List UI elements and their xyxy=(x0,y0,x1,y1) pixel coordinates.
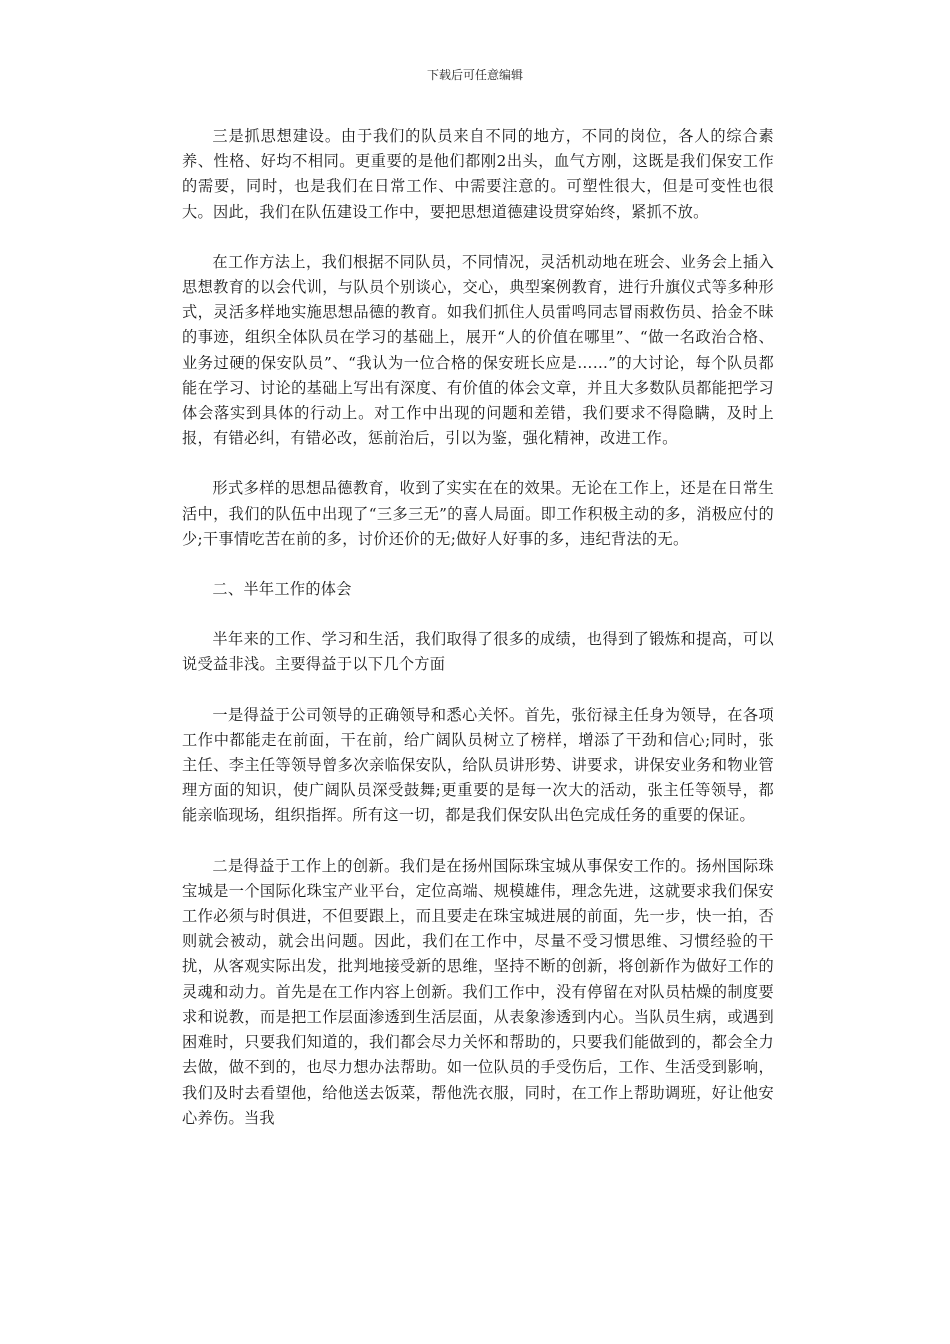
paragraph-education-results: 形式多样的思想品德教育，收到了实实在在的效果。无论在工作上，还是在日常生活中，我们的队伍中出现了“三多三无”的喜人局面。即工作积极主动的多，消极应付的少;干事情吃苦在前的多，讨价还价的无;做好人好事的多，违纪背法的无。 xyxy=(182,479,774,548)
paragraph-half-year-summary: 半年来的工作、学习和生活，我们取得了很多的成绩，也得到了锻炼和提高，可以说受益非浅。主要得益于以下几个方面 xyxy=(182,630,774,674)
section-heading: 二、半年工作的体会 xyxy=(212,580,352,599)
document-body xyxy=(182,124,774,1156)
page-header: 下载后可任意编辑 xyxy=(426,68,523,82)
paragraph-work-methods: 在工作方法上，我们根据不同队员，不同情况，灵活机动地在班会、业务会上插入思想教育的以会代训，与队员个别谈心，交心，典型案例教育，进行升旗仪式等多种形式，灵活多样地实施思想品德的教育。如我们抓住人员雷鸣同志冒雨救伤员、拾金不昧的事迹，组织全体队员在学习的基础上，展开“人的价值在哪里”、“做一名政治合格、业务过硬的保安队员”、“我认为一位合格的保安班长应是……”的大讨论，每个队员都能在学习、讨论的基础上写出有深度、有价值的体会文章，并且大多数队员都能把学习体会落实到具体的行动上。对工作中出现的问题和差错，我们要求不得隐瞒，及时上报，有错必纠，有错必改，惩前治后，引以为鉴，强化精神，改进工作。 xyxy=(182,252,774,448)
paragraph-leadership: 一是得益于公司领导的正确领导和悉心关怀。首先，张衍禄主任身为领导，在各项工作中都能走在前面，干在前，给广阔队员树立了榜样，增添了干劲和信心;同时，张主任、李主任等领导曾多次亲临保安队，给队员讲形势、讲要求，讲保安业务和物业管理方面的知识，使广阔队员深受鼓舞;更重要的是每一次大的活动，张主任等领导，都能亲临现场，组织指挥。所有这一切，都是我们保安队出色完成任务的重要的保证。 xyxy=(182,705,774,825)
paragraph-thought-building: 三是抓思想建设。由于我们的队员来自不同的地方，不同的岗位，各人的综合素养、性格、好均不相同。更重要的是他们都刚2出头，血气方刚，这既是我们保安工作的需要，同时，也是我们在日常工作、中需要注意的。可塑性很大，但是可变性也很大。因此，我们在队伍建设工作中，要把思想道德建设贯穿始终，紧抓不放。 xyxy=(182,127,774,221)
paragraph-innovation: 二是得益于工作上的创新。我们是在扬州国际珠宝城从事保安工作的。扬州国际珠宝城是一个国际化珠宝产业平台，定位高端、规模雄伟，理念先进，这就要求我们保安工作必须与时俱进，不但要跟上，而且要走在珠宝城进展的前面，先一步，快一拍，否则就会被动，就会出问题。因此，我们在工作中，尽量不受习惯思维、习惯经验的干扰，从客观实际出发，批判地接受新的思维，坚持不断的创新，将创新作为做好工作的灵魂和动力。首先是在工作内容上创新。我们工作中，没有停留在对队员枯燥的制度要求和说教，而是把工作层面渗透到生活层面，从表象渗透到内心。当队员生病，或遇到困难时，只要我们知道的，我们都会尽力关怀和帮助的，只要我们能做到的，都会全力去做，做不到的，也尽力想办法帮助。如一位队员的手受伤后，工作、生活受到影响，我们及时去看望他，给他送去饭菜，帮他洗衣服，同时，在工作上帮助调班，好让他安心养伤。当我 xyxy=(182,856,774,1127)
